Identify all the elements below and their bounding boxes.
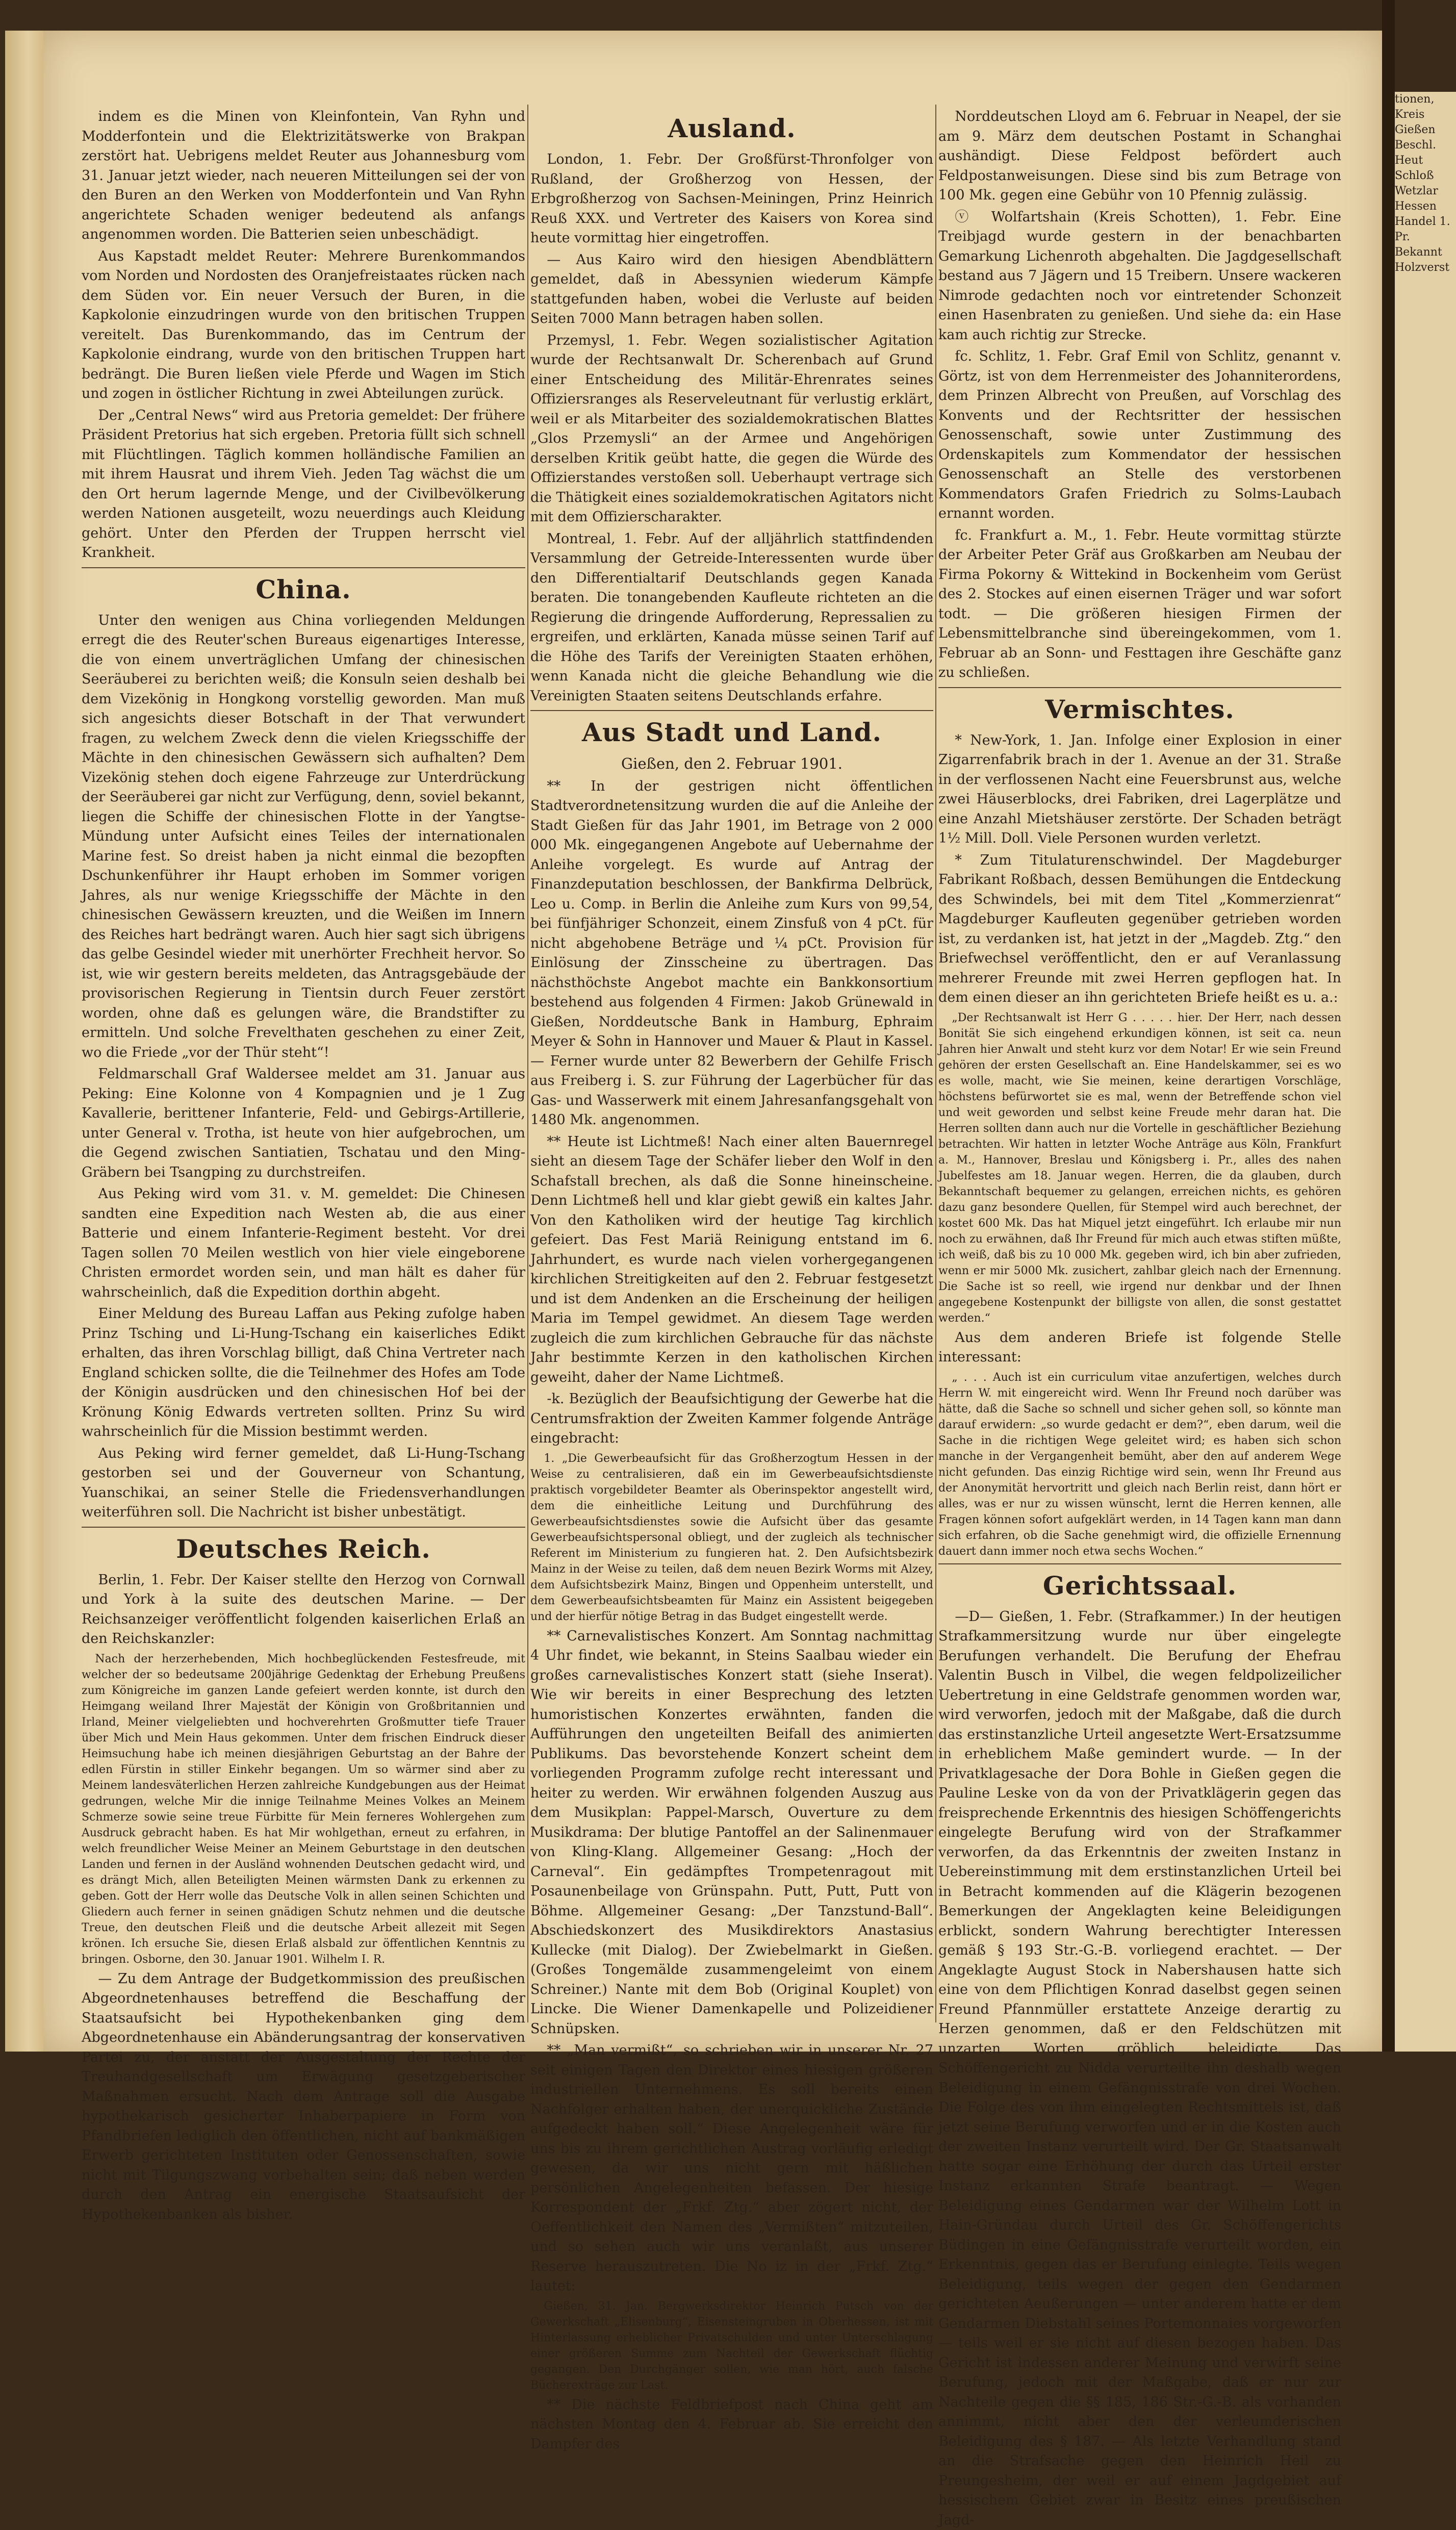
paragraph: fc. Frankfurt a. M., 1. Febr. Heute vormittag stürzte der Arbeiter Peter Gräf aus Großkarben am Neubau der Firma Pokorny & Wittekind in Bockenheim vom Gerüst des 2. Stockes auf einen eisernen Träger und war sofort todt. — Die größeren hiesigen Firmen der Lebensmittelbranche sind übereingekommen, vom 1. Februar ab an Sonn- und Festtagen ihre Geschäfte ganz zu schließen.	[938, 526, 1341, 683]
section-heading-china: China.	[82, 573, 525, 606]
paragraph: Norddeutschen Lloyd am 6. Februar in Neapel, der sie am 9. März dem deutschen Postamt in Schanghai aushändigt. Diese Feldpost befördert auch Feldpostanweisungen. Diese sind bis zum Betrage von 100 Mk. gegen eine Gebühr von 10 Pfennig zulässig.	[938, 107, 1341, 206]
divider	[82, 567, 525, 568]
column-2	[530, 107, 933, 2025]
paragraph: Der „Central News“ wird aus Pretoria gemeldet: Der frühere Präsident Pretorius hat sich ergeben. Pretoria füllt sich schnell mit Flüchtlingen. Täglich kommen holländische Familien an mit ihrem Hausrat und ihrem Vieh. Jeden Tag wächst die um den Ort herum lagernde Menge, und der Civilbevölkerung werden Nationen ausgeteilt, wozu neuerdings auch Kleidung gehört. Unter den Pferden der Truppen herrscht viel Krankheit.	[82, 406, 525, 563]
paragraph: ** Die nächste Feldbriefpost nach China geht am nächsten Montag den 4. Februar ab. Sie erreicht den Dampfer des	[530, 2395, 933, 2455]
section-heading-ausland: Ausland.	[530, 112, 933, 145]
divider	[530, 710, 933, 711]
paragraph: Unter den wenigen aus China vorliegenden Meldungen erregt die des Reuter'schen Bureaus eigenartiges Interesse, die von einem unverträglichen Umfang der chinesischen Seeräuberei zu berichten weiß; die Konsuln seien deshalb bei dem Vizekönig in Hongkong vorstellig geworden. Man muß sich angesichts dieser Botschaft in der That verwundert fragen, zu welchem Zweck denn die vielen Kriegsschiffe der Mächte in den chinesischen Gewässern sich aufhalten? Dem Vizekönig stehen doch eigene Fahrzeuge zur Unterdrückung der Seeräuberei gar nicht zur Verfügung, denn, soviel bekannt, liegen die Schiffe der chinesischen Flotte in der Yangtse-Mündung unter Aufsicht eines Teiles der internationalen Marine fest. So dreist haben ja nicht einmal die bezopften Dschunkenführer ihr Haupt erhoben im Sommer vorigen Jahres, als nur wenige Kriegsschiffe der Mächte in den chinesischen Gewässern kreuzten, und die Weißen im Innern des Reiches hart bedrängt waren. Auch hier sagt sich übrigens das gelbe Gesindel wieder mit unerhörter Frechheit hervor. So ist, wie wir gestern bereits meldeten, das Antragsgebäude der provisorischen Regierung in Tientsin durch Feuer zerstört worden, ohne daß es gelungen wäre, die Brandstifter zu ermitteln. Und solche Frevelthaten geschehen zu einer Zeit, wo die Friede „vor der Thür steht“!	[82, 611, 525, 1063]
decree-text: Nach der herzerhebenden, Mich hochbeglückenden Festesfreude, mit welcher der so bedeutsame 200jährige Gedenktag der Erhebung Preußens zum Königreiche im ganzen Lande gefeiert werden konnte, ist durch den Heimgang weiland Ihrer Majestät der Königin von Großbritannien und Irland, Meiner vielgeliebten und hochverehrten Großmutter tiefe Trauer über Mich und Mein Haus gekommen. Unter dem frischen Eindruck dieser Heimsuchung habe ich meinen diesjährigen Geburtstag an der Bahre der edlen Fürstin in stiller Einkehr begangen. Um so wärmer sind aber zu Meinem landesväterlichen Herzen zahlreiche Kundgebungen aus der Heimat gedrungen, welche Mir die innige Teilnahme Meines Volkes an Meinem Schmerze sowie seine treue Fürbitte für Mein ferneres Wohlergehen zum Ausdruck gebracht haben. Es hat Mir wohlgethan, erneut zu erfahren, in welch freundlicher Weise Meiner an Meinem Geburtstage in den deutschen Landen und fernen in der Ausländ wohnenden Deutschen gedacht wird, und es drängt Mich, allen Beteiligten Meinen wärmsten Dank zu erkennen zu geben. Gott der Herr wolle das Deutsche Volk in allen seinen Schichten und Gliedern auch ferner in seinen gnädigen Schutz nehmen und die deutsche Treue, den deutschen Fleiß und die deutsche Arbeit allezeit mit Segen krönen. Ich ersuche Sie, diesen Erlaß alsbald zur öffentlichen Kenntnis zu bringen. Osborne, den 30. Januar 1901. Wilhelm I. R.	[82, 1651, 525, 1967]
paragraph: London, 1. Febr. Der Großfürst-Thronfolger von Rußland, der Großherzog von Hessen, der Erbgroßherzog von Sachsen-Meiningen, Prinz Heinrich Reuß XXX. und Vertreter des Kaisers von Korea sind heute vormittag hier eingetroffen.	[530, 150, 933, 248]
paragraph: — Aus Kairo wird den hiesigen Abendblättern gemeldet, daß in Abessynien wiederum Kämpfe stattgefunden haben, wobei die Verluste auf beiden Seiten 7000 Mann betragen haben sollen.	[530, 250, 933, 329]
paragraph: Aus dem anderen Briefe ist folgende Stelle interessant:	[938, 1328, 1341, 1368]
column-1	[82, 107, 525, 2025]
paragraph: — Zu dem Antrage der Budgetkommission des preußischen Abgeordnetenhauses betreffend die Beschaffung der Staatsaufsicht bei Hypothekenbanken ging dem Abgeordnetenhause ein Abänderungsantrag der konservativen Partei zu, der anstatt der Ausgestaltung der Rechte der Treuhandgesellschaft um Erwägung gesetzgeberischer Maßnahmen ersucht. Nach dem Antrage soll die Ausgabe hypothekarisch gesicherter Inhaberpapiere in Form von Pfandbriefen lediglich den öffentlichen, nicht auf bankmäßigen Erwerb gerichteten Instituten oder Genossenschaften, sowie nicht mit Tilgungszwang vorbehalten sein; daß neben werden durch den Antrag ein energische Staatsaufsicht der Hypothekenbanken als bisher.	[82, 1969, 525, 2225]
column-rule-2	[935, 105, 936, 2022]
quoted-notice: Gießen, 31. Jan. Bergwerksdirektor Heinrich Putsch von der Gewerkschaft „Elisenburg“, Eisensteingruben in Oberhessen, ist mit Hinterlassung erheblicher Privatschulden und unter Unterschlagung einer größeren Summe zum Nachteil der Gewerkschaft flüchtig gegangen. Den Durchgänger sollen, wie man hört, auch falsche Bücherexträge zur Last.	[530, 2298, 933, 2393]
paragraph: * New-York, 1. Jan. Infolge einer Explosion in einer Zigarrenfabrik brach in der 1. Avenue an der 31. Straße in der verflossenen Nacht eine Feuersbrunst aus, welche zwei Häuserblocks, drei Fabriken, drei Lagerplätze und eine Anzahl Mietshäuser zerstörte. Der Schaden beträgt 1½ Mill. Doll. Viele Personen wurden verletzt.	[938, 731, 1341, 849]
paragraph: Montreal, 1. Febr. Auf der alljährlich stattfindenden Versammlung der Getreide-Interessenten wurde über den Differentialtarif Deutschlands gegen Kanada beraten. Die tonangebenden Kaufleute richteten an die Regierung die dringende Aufforderung, Repressalien zu ergreifen, und erklärten, Kanada müsse seinen Tarif auf die Höhe des Tarifs der Vereinigten Staaten erhöhen, wenn Kanada nicht die gleiche Behandlung wie die Vereinigten Staaten seitens Deutschlands erfahre.	[530, 529, 933, 706]
paragraph: ** Carnevalistisches Konzert. Am Sonntag nachmittag 4 Uhr findet, wie bekannt, in Steins Saalbau wieder ein großes carnevalistisches Konzert statt (siehe Inserat). Wie wir bereits in einer Besprechung des letzten humoristischen Konzertes erwähnten, fanden die Aufführungen den ungeteilten Beifall des animierten Publikums. Das bevorstehende Konzert scheint dem vorliegenden Programm zufolge recht interessant und heiter zu werden. Wir erwähnen folgenden Auszug aus dem Musikplan: Pappel-Marsch, Ouverture zu dem Musikdrama: Der blutige Pantoffel an der Salinenmauer von Kling-Klang. Allgemeiner Gesang: „Hoch der Carneval“. Ein gedämpftes Trompetenragout mit Posaunenbeilage von Grünspahn. Putt, Putt, Putt von Böhme. Allgemeiner Gesang: „Der Tanzstund-Ball“. Abschiedskonzert des Musikdirektors Anastasius Kullecke (mit Dialog). Der Zwiebelmarkt in Gießen. (Großes Tongemälde zusammengeleimt von einem Schreiner.) Nante mit dem Bob (Original Kouplet) von Lincke. Die Wiener Damenkapelle und Polizeidiener Schnüpsken.	[530, 1627, 933, 2039]
adjacent-page-text: tionen, Kreis Gießen Beschl. Heut Schloß Wetzlar Hessen Handel 1. Pr. Bekannt Holzverst	[1395, 92, 1456, 275]
paragraph: Aus Kapstadt meldet Reuter: Mehrere Burenkommandos vom Norden und Nordosten des Oranjefreistaates rücken nach dem Süden vor. Ein neuer Versuch der Buren, in die Kapkolonie einzudringen wurde von den britischen Truppen vereitelt. Das Burenkommando, das im Centrum der Kapkolonie eindrang, wurde von den britischen Truppen hart bedrängt. Die Buren ließen viele Pferde und Wagen im Stich und zogen in östlicher Richtung in zwei Abteilungen zurück.	[82, 247, 525, 404]
paragraph: ** „Man vermißt“, so schrieben wir in unserer Nr. 27 seit einigen Tagen den Direktor eines hiesigen größeren industriellen Unternehmens. Es soll bereits einen Nachfolger erhalten haben, der unerquickliche Zustände aufgedeckt haben soll.“ Diese Angelegenheit wäre für uns bis zu ihrem gerichtlichen Austrag vorläufig erledigt gewesen, da wir uns nicht gern mit häßlichen persönlichen Angelegenheiten befassen. Der hiesige Korrespondent der „Frkf. Ztg.“ aber zögert nicht, der Oeffentlichkeit den Namen des „Vermißten“ mitzuteilen, und so sehen auch wir uns veranlaßt, aus unserer Reserve herauszutreten. Die No iz in der „Frkf. Ztg.“ lautet:	[530, 2041, 933, 2296]
paragraph: fc. Schlitz, 1. Febr. Graf Emil von Schlitz, genannt v. Görtz, ist von dem Herrenmeister des Johanniterordens, dem Prinzen Albrecht von Preußen, auf Vorschlag des Konvents und der Rechtsritter der hessischen Genossenschaft, sowie unter Zustimmung des Ordenskapitels zum Kommendator der hessischen Genossenschaft an Stelle des verstorbenen Kommendators Grafen Friedrich zu Solms-Laubach ernannt worden.	[938, 347, 1341, 524]
paragraph: -k. Bezüglich der Beaufsichtigung der Gewerbe hat die Centrumsfraktion der Zweiten Kammer folgende Anträge eingebracht:	[530, 1389, 933, 1449]
section-heading-deutsches-reich: Deutsches Reich.	[82, 1533, 525, 1565]
section-heading-vermischtes: Vermischtes.	[938, 693, 1341, 726]
paragraph: Berlin, 1. Febr. Der Kaiser stellte den Herzog von Cornwall und York à la suite des deutschen Marine. — Der Reichsanzeiger veröffentlicht folgenden kaiserlichen Erlaß an den Reichskanzler:	[82, 1571, 525, 1649]
paragraph: Einer Meldung des Bureau Laffan aus Peking zufolge haben Prinz Tsching und Li-Hung-Tschang ein kaiserliches Edikt erhalten, das ihren Vorschlag billigt, daß China Vertreter nach England schicken sollte, die die Teilnehmer des Hofes am Tode der Königin ausdrücken und den chinesischen Hof bei der Krönung König Edwards vertreten sollten. Prinz Su wird wahrscheinlich für die Mission bestimmt werden.	[82, 1304, 525, 1442]
paragraph: ⓥ Wolfartshain (Kreis Schotten), 1. Febr. Eine Treibjagd wurde gestern in der benachbarten Gemarkung Lichenroth abgehalten. Die Jagdgesellschaft bestand aus 7 Jägern und 15 Treibern. Unsere wackeren Nimrode gedachten noch vor eintretender Schonzeit einen Hasenbraten zu genießen. Und siehe da: ein Hase kam auch richtig zur Strecke.	[938, 208, 1341, 345]
section-heading-gerichtssaal: Gerichtssaal.	[938, 1570, 1341, 1602]
paragraph: —D— Gießen, 1. Febr. (Strafkammer.) In der heutigen Strafkammersitzung wurde nur über eingelegte Berufungen verhandelt. Die Berufung der Ehefrau Valentin Busch in Vilbel, die wegen feldpolizeilicher Uebertretung in eine Geldstrafe genommen worden war, wird verworfen, jedoch mit der Maßgabe, daß die durch das erstinstanzliche Urteil angesetzte Wert-Ersatzsumme in erheblichem Maße gemindert wurde. — In der Privatklagesache der Dora Bohle in Gießen gegen die Pauline Leske von da von der Privatklägerin gegen das freisprechende Erkenntnis des hiesigen Schöffengerichts eingelegte Berufung wird von der Strafkammer verworfen, da das Erkenntnis der zweiten Instanz in Uebereinstimmung mit dem erstinstanzlichen Urteil bei in Betracht kommenden auf die Klägerin bezogenen Bemerkungen der Angeklagten keine Beleidigungen erblickt, sondern Wahrung berechtigter Interessen gemäß § 193 Str.-G.-B. vorliegend erachtet. — Der Angeklagte August Stock in Nabershausen hatte sich eine von dem Pflichtigen Konrad daselbst gegen seinen Freund Pfannmüller erstattete Anzeige derartig zu Herzen genommen, daß er den Feldschützen mit unzarten Worten gröblich beleidigte. Das Schöffengericht zu Nidda verurteilte ihn deshalb wegen Beleidigung in einem Gefängnisstrafe von drei Wochen. Die Folge des von ihm eingelegten Rechtsmittels ist, daß jetzt seine Berufung verworfen und er in die Kosten auch der zweiten Instanz verurteilt wird. Der Gr. Staatsanwalt hatte sogar eine Erhöhung der durch das Urteil erster Instanz erkannten Strafe beantragt. — Wegen Beleidigung eines Gendarmen war der Wilhelm Lott in Hain-Gründau durch Urteil des Gr. Schöffengerichts Büdingen in eine Gefängnisstrafe verurteilt worden, ein Erkenntnis, gegen das er Berufung einlegte. Teils wegen Beleidigung, teils wegen der gegen den Gendarmen gerichteten Aeußerungen — unter anderem hatte er dem Gendarmen Diebstahl seines Portemonnaies vorgeworfen — teils weil er sie nicht auf diesen bezogen haben. Das Gericht ist indessen anderer Meinung und verwirft seine Berufung, jedoch mit der Maßgabe, daß er nur zur Nachteile gegen die §§ 185, 186 Str.-G.-B. als vorhanden annimmt, nicht aber den der verleumderischen Beleidigung des § 187. — Als letzte Verhandlung stand an die Strafsache gegen den Heinrich Heil zu Preungesheim, der weil er auf einem Jagdgebiet auf hessischem Gebiet zwar in Besitz eines preußischen Jagd-	[938, 1607, 1341, 2530]
paragraph: indem es die Minen von Kleinfontein, Van Ryhn und Modderfontein und die Elektrizitätswerke von Brakpan zerstört hat. Uebrigens meldet Reuter aus Johannesburg vom 31. Januar jetzt wieder, nach neueren Mitteilungen sei der von den Buren an den Werken von Modderfontein und Van Ryhn angerichtete Schaden weniger bedeutend als anfangs angenommen worden. Die Batterien seien unbeschädigt.	[82, 107, 525, 245]
column-3	[938, 107, 1341, 2025]
paragraph: ** In der gestrigen nicht öffentlichen Stadtverordnetensitzung wurden die auf die Anleihe der Stadt Gießen für das Jahr 1901, im Betrage von 2 000 000 Mk. eingegangenen Angebote auf Uebernahme der Anleihe vorgelegt. Es wurde auf Antrag der Finanzdeputation beschlossen, der Bankfirma Delbrück, Leo u. Comp. in Berlin die Anleihe zum Kurs von 99,54, bei fünfjähriger Schonzeit, einem Zinsfuß von 4 pCt. für nicht abgehobene Beträge und ¼ pCt. Provision für Einlösung der Zinsscheine zu übertragen. Das nächsthöchste Angebot machte ein Bankkonsortium bestehend aus folgenden 4 Firmen: Jakob Grünewald in Gießen, Norddeutsche Bank in Hamburg, Ephraim Meyer & Sohn in Hannover und Mauer & Plaut in Kassel. — Ferner wurde unter 82 Bewerbern der Gehilfe Frisch aus Freiberg i. S. zur Führung der Lagerbücher für das Gas- und Wasserwerk mit einem Jahresanfangsgehalt von 1480 Mk. angenommen.	[530, 777, 933, 1130]
divider	[938, 687, 1341, 688]
paragraph: Aus Peking wird vom 31. v. M. gemeldet: Die Chinesen sandten eine Expedition nach Westen ab, die aus einer Batterie und einem Infanterie-Regiment besteht. Vor drei Tagen sollen 70 Meilen westlich von hier viele eingeborene Christen ermordet worden sein, und man hält es daher für wahrscheinlich, daß die Expedition dorthin abgeht.	[82, 1184, 525, 1302]
book-gutter	[1382, 0, 1395, 2052]
paragraph: Przemysl, 1. Febr. Wegen sozialistischer Agitation wurde der Rechtsanwalt Dr. Scherenbach auf Grund einer Entscheidung des Militär-Ehrenrates seines Offiziersranges als Reserveleutnant für verlustig erklärt, weil er als Mitarbeiter des sozialdemokratischen Blattes „Glos Przemysli“ an der Armee und Angehörigen derselben Kritik geübt hatte, die gegen die Würde des Offizierstandes verstoßen soll. Ueberhaupt vertrage sich die Thätigkeit eines sozialdemokratischen Agitators nicht mit dem Offizierscharakter.	[530, 331, 933, 527]
paragraph: Feldmarschall Graf Waldersee meldet am 31. Januar aus Peking: Eine Kolonne von 4 Kompagnien und je 1 Zug Kavallerie, berittener Infanterie, Feld- und Gebirgs-Artillerie, unter General v. Trotha, ist heute von hier aufgebrochen, um die Gegend zwischen Santiatien, Tschatau und den Ming-Gräbern bei Tsangping zu durchstreifen.	[82, 1065, 525, 1182]
section-heading-stadt-und-land: Aus Stadt und Land.	[530, 716, 933, 749]
divider	[938, 1563, 1341, 1564]
adjacent-page-strip	[1395, 92, 1456, 2052]
book-edge	[5, 31, 43, 2052]
motion-text: 1. „Die Gewerbeaufsicht für das Großherzogtum Hessen in der Weise zu centralisieren, daß ein im Gewerbeaufsichtsdienste praktisch vorgebildeter Beamter als Oberinspektor angestellt wird, dem die einheitliche Leitung und Durchführung des Gewerbeaufsichtsdienstes sowie die Aufsicht über das gesamte Gewerbeaufsichtspersonal obliegt, und der zugleich als technischer Referent im Ministerium zu fungieren hat. 2. Den Aufsichtsbezirk Mainz in der Weise zu teilen, daß dem neuen Bezirk Worms mit Alzey, dem Aufsichtsbezirk Mainz, Bingen und Oppenheim unterstellt, und dem Gewerbeaufsichtsbeamten für Mainz ein Assistent beigegeben und der hierfür nötige Betrag in das Budget eingestellt werde.	[530, 1451, 933, 1625]
quoted-letter: „ . . . Auch ist ein curriculum vitae anzufertigen, welches durch Herrn W. mit eingereicht wird. Wenn Ihr Freund noch darüber was hätte, daß die Sache so schnell und sicher gehen soll, so könnte man darauf erwidern: „so wurde gedacht er dem?“, eben darum, weil die Sache in die richtigen Wege geleitet wird; es haben sich schon manche in der Vergangenheit bemüht, aber den auf anderem Wege nicht gefunden. Das einzig Richtige wird sein, wenn Ihr Freund aus der Anonymität hervortritt und gleich nach Berlin reist, dann hört er alles, was er nur zu wissen wünscht, lernt die Herren kennen, alle Fragen können sofort aufgeklärt werden, in 14 Tagen kann man dann sich erfahren, ob die Sache genehmigt wird, die offizielle Ernennung dauert dann immer noch etwa sechs Wochen.“	[938, 1370, 1341, 1559]
divider	[82, 1527, 525, 1528]
quoted-letter: „Der Rechtsanwalt ist Herr G . . . . . hier. Der Herr, nach dessen Bonität Sie sich eingehend erkundigen können, ist seit ca. neun Jahren hier Anwalt und steht kurz vor dem Notar! Er wie sein Freund gehören der ersten Gesellschaft an. Eine Handelskammer, sei es wo es wolle, macht, wie Sie meinen, keine derartigen Vorschläge, höchstens befürwortet sie es mal, wenn der Betreffende schon viel und weit geworden und selbst keine Freude mehr daran hat. Die Herren sollten dann auch nur die Vortelle in geschäftlicher Beziehung betrachten. Wir hatten in letzter Woche Anträge aus Köln, Frankfurt a. M., Hannover, Breslau und Königsberg i. Pr., alles des nahen Jubelfestes am 18. Januar wegen. Herren, die da glauben, durch Bekanntschaft bequemer zu gelangen, erreichen nichts, es gehören dazu ganz besondere Quellen, für Stempel wird auch berechnet, der kostet 600 Mk. Das hat Miquel jetzt eingeführt. Ich erlaube mir nun noch zu erwähnen, daß Ihr Freund für mich auch etwas stiften müßte, ich weiß, daß bis zu 10 000 Mk. gegeben wird, ich bin aber zufrieden, wenn er mir 5000 Mk. zusichert, zahlbar gleich nach der Ernennung. Die Sache ist so reell, wie irgend nur denkbar und der Ihnen angegebene Kostenpunkt der billigste von allen, die sonst gestattet werden.“	[938, 1010, 1341, 1326]
paragraph: ** Heute ist Lichtmeß! Nach einer alten Bauernregel sieht an diesem Tage der Schäfer lieber den Wolf in den Schafstall brechen, als daß die Sonne hineinscheine. Denn Lichtmeß hell und klar giebt gewiß ein kaltes Jahr. Von den Katholiken wird der heutige Tag kirchlich gefeiert. Das Fest Mariä Reinigung entstand im 6. Jahrhundert, es wurde nach vielen vorhergegangenen kirchlichen Streitigkeiten auf den 2. Februar festgesetzt und ist dem Andenken an die Erscheinung der heiligen Maria im Tempel gewidmet. An diesem Tage werden zugleich die zum kirchlichen Gebrauche für das nächste Jahr bestimmte Kerzen in den katholischen Kirchen geweiht, daher der Name Lichtmeß.	[530, 1132, 933, 1388]
column-rule-1	[527, 105, 528, 2022]
paragraph: * Zum Titulaturenschwindel. Der Magdeburger Fabrikant Roßbach, dessen Bemühungen die Entdeckung des Schwindels, bei mit dem Titel „Kommerzienrat“ Magdeburger Kaufleuten gegenüber getrieben worden ist, zu verdanken ist, hat jetzt in der „Magdeb. Ztg.“ den Briefwechsel veröffentlicht, den er auf Veranlassung mehrerer Freunde mit zwei Herren gepflogen hat. In dem einen dieser an ihn gerichteten Briefe heißt es u. a.:	[938, 851, 1341, 1008]
paragraph: Aus Peking wird ferner gemeldet, daß Li-Hung-Tschang gestorben sei und der Gouverneur von Schantung, Yuanschikai, an seiner Stelle die Friedensverhandlungen weiterführen soll. Die Nachricht ist bisher unbestätigt.	[82, 1444, 525, 1523]
dateline: Gießen, den 2. Februar 1901.	[530, 754, 933, 774]
